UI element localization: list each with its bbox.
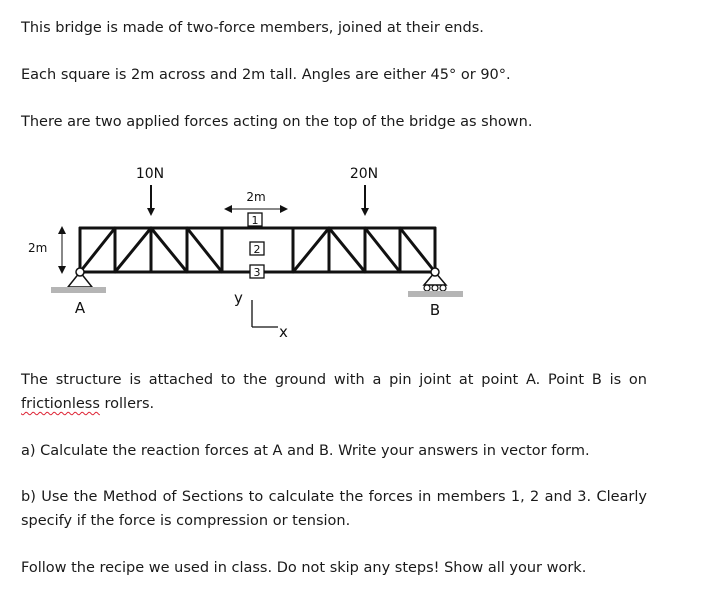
instructions-line: Follow the recipe we used in class. Do not skip any steps! Show all your work. [21,560,587,576]
support-a-label: A [74,299,86,317]
question-a: a) Calculate the reaction forces at A and B. Write your answers in vector form. [21,443,590,459]
coordinate-axes-icon [234,289,288,341]
diagonal-member [115,228,151,272]
member-label-1 [248,213,262,227]
support-description: The structure is attached to the ground with a pin joint at point A. Point B is on frictionless rollers. [21,372,647,412]
frictionless-word: frictionless [21,396,100,412]
force-left-label: 10N [135,166,165,182]
svg-text:x: x [279,323,288,341]
svg-text:2: 2 [253,243,261,256]
intro-line-2: Each square is 2m across and 2m tall. Angles are either 45° or 90°. [21,67,511,83]
height-dimension-label: 2m [28,241,48,255]
force-right-label: 20N [349,166,379,182]
diagonal-member [293,228,329,272]
svg-text:3: 3 [253,266,261,279]
member-label-3 [250,265,264,279]
intro-line-3: There are two applied forces acting on the top of the bridge as shown. [21,114,533,130]
truss-bridge-diagram [0,150,701,350]
diagonal-member [187,228,222,272]
diagonal-member [80,228,115,272]
svg-text:1: 1 [251,214,259,227]
diagonal-member [365,228,400,272]
intro-line-1: This bridge is made of two-force members, joined at their ends. [21,20,484,36]
member-label-2 [250,242,264,256]
question-b: b) Use the Method of Sections to calculate the forces in members 1, 2 and 3. Clearly specify if the force is compression or tension. [21,489,647,529]
width-dimension-label: 2m [246,190,266,204]
diagonal-member [151,228,187,272]
diagonal-member [400,228,435,272]
support-b-label: B [429,301,441,319]
svg-text:y: y [234,289,243,307]
diagonal-member [329,228,365,272]
